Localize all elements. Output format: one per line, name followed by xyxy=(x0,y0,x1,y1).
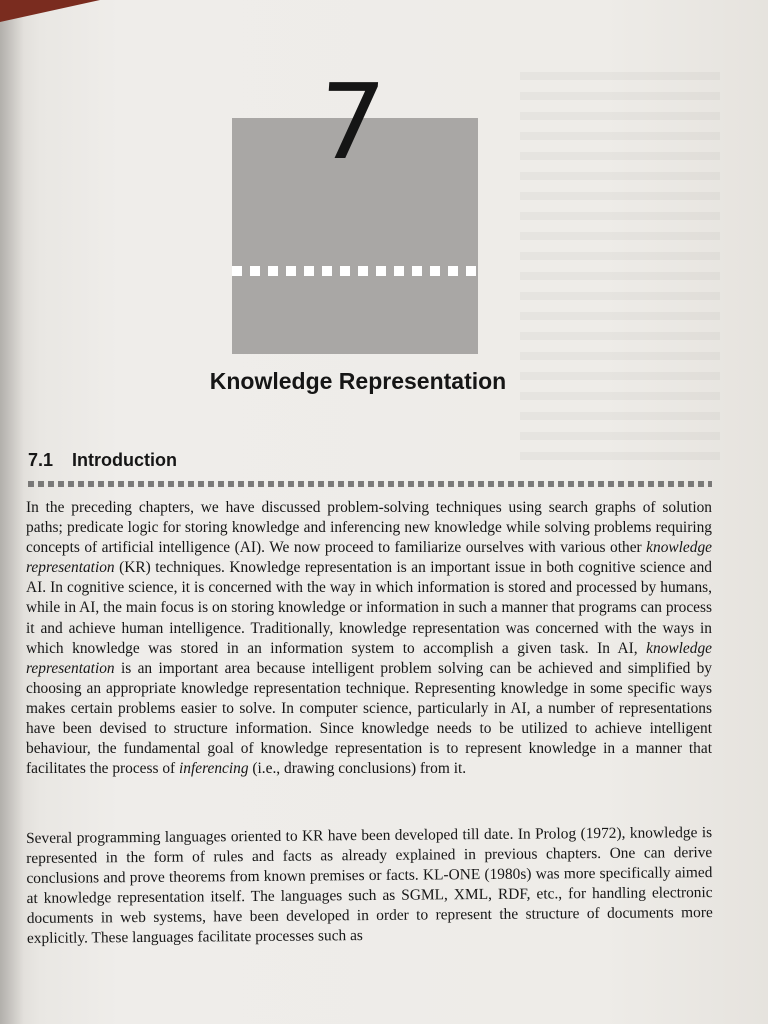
gutter-shadow xyxy=(0,0,24,1024)
paragraph-2 xyxy=(26,823,713,950)
text-run: (i.e., drawing conclusions) from it. xyxy=(248,760,467,778)
section-heading xyxy=(28,450,177,471)
text-run: In the preceding chapters, we have discussed problem-solving techniques using search graphs of solution paths; predicate logic for storing knowledge and inferencing new knowledge while solving problems requiring concepts of artificial intelligence (AI). We now proceed to familiarize ourselves with various other xyxy=(26,499,712,557)
chapter-number: 7 xyxy=(313,61,389,183)
paragraph-1 xyxy=(26,498,712,779)
chapter-title: Knowledge Representation xyxy=(209,368,507,394)
bleed-through-texture xyxy=(520,60,720,460)
text-run: Several programming languages oriented to KR have been developed till date. In Prolog (1972), knowledge is represented in the form of rules and facts as already explained in previous chapters. One can derive conclusions and prove theorems from known premises or facts. KL-ONE (1980s) was more specifically aimed at knowledge representation itself. The languages such as SGML, XML, RDF, etc., for handling electronic documents in web systems, have been developed in order to represent the structure of documents more explicitly. These languages facilitate processes such as xyxy=(26,824,713,948)
text-run: is an important area because intelligent problem solving can be achieved and simplified by choosing an appropriate knowledge representation technique. Representing knowledge in some specific ways makes certain problems easier to solve. In computer science, particularly in AI, a number of representations have been devised to structure information. Since knowledge needs to be utilized to achieve intelligent behaviour, the fundamental goal of knowledge representation is to represent knowledge in a manner that facilitates the process of xyxy=(26,659,712,778)
chapter-graphic-dashes xyxy=(232,266,478,276)
section-divider xyxy=(28,481,712,487)
italic-term: inferencing xyxy=(179,760,249,778)
italic-term: knowledge representation xyxy=(26,539,712,577)
text-run: (KR) techniques. Knowledge representation is an important issue in both cognitive science and AI. In cognitive science, it is concerned with the way in which information is stored and processed by humans, while in AI, the main focus is on storing knowledge or information in such a manner that programs can process it and achieve human intelligence. Traditionally, knowledge representation was concerned with the ways in which knowledge was stored in an information system to accomplish a given task. In AI, xyxy=(26,559,712,657)
italic-term: knowledge representation xyxy=(26,639,712,677)
section-number: 7.1 xyxy=(28,450,54,470)
section-title: Introduction xyxy=(72,450,177,470)
